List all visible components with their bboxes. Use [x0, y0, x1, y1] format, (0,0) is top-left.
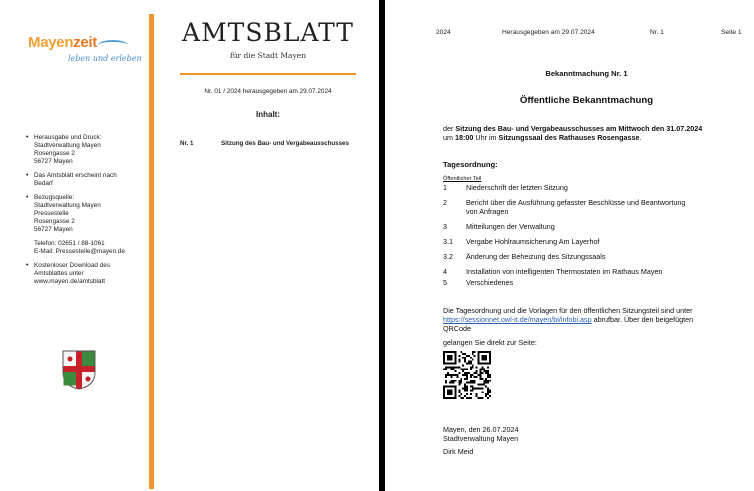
page-header: [385, 29, 754, 39]
publication-title: AMTSBLATT: [182, 18, 354, 47]
download-block: • Kostenloser Download des Amtsblattes unter www.mayen.de/amtsblatt: [26, 262, 138, 286]
logo-tagline: leben und erleben: [68, 54, 142, 63]
documents-note: Die Tagesordnung und die Vorlagen für den öffentlichen Sitzungsteil sind unter https://sessionnet.owl-it.de/mayen/bi/infobi.asp abrufbar. Über den beigefügten QRCode: [443, 306, 694, 333]
agenda-heading: Tagesordnung:: [443, 160, 498, 169]
place-date: Mayen, den 26.07.2024: [443, 425, 519, 434]
publication-subtitle: für die Stadt Mayen: [229, 51, 307, 60]
header-year: 2024: [436, 29, 451, 36]
toc-entry-number: Nr. 1: [180, 140, 194, 147]
header-page: Seite 1: [721, 29, 742, 36]
email-address[interactable]: E-Mail: Pressestelle@mayen.de: [34, 248, 126, 255]
source-block: • Bezugsquelle: Stadtverwaltung Mayen Pressestelle Rosengasse 2 56727 Mayen: [26, 194, 138, 234]
toc-entry-title: Sitzung des Bau- und Vergabeausschusses: [221, 140, 349, 147]
issuing-authority: Stadtverwaltung Mayen: [443, 434, 519, 443]
sessionnet-link[interactable]: https://sessionnet.owl-it.de/mayen/bi/infobi.asp: [443, 315, 592, 324]
publisher-block: • Herausgabe und Druck: Stadtverwaltung Mayen Rosengasse 2 56727 Mayen: [26, 134, 138, 166]
agenda-item: 3.2 Änderung der Beheizung des Sitzungssaals: [443, 252, 606, 261]
qr-hint: gelangen Sie direkt zur Seite:: [443, 338, 537, 347]
contact-block: [26, 240, 138, 256]
phone-number: Telefon: 02651 / 88-1061: [34, 240, 105, 247]
agenda-item: 3 Mitteilungen der Verwaltung: [443, 222, 555, 231]
mayenzeit-logo: [28, 34, 142, 74]
agenda-item: 3.1 Vergabe Hohlraumsicherung Am Layerhof: [443, 237, 600, 246]
logo-swoosh-icon: [98, 40, 128, 50]
notice-page: [385, 0, 754, 491]
issue-line: Nr. 01 / 2024 herausgegeben am 29.07.2024: [204, 88, 332, 95]
signature-block: [443, 425, 743, 443]
qr-code-icon[interactable]: [443, 351, 491, 399]
public-part-label: Öffentlicher Teil: [443, 176, 482, 182]
agenda-item: 2 Bericht über die Ausführung gefasster Beschlüsse und Beantwortung von Anfragen: [443, 198, 686, 216]
download-link[interactable]: www.mayen.de/amtsblatt: [34, 278, 106, 285]
notice-number: Bekanntmachung Nr. 1: [545, 69, 628, 78]
agenda-list: [443, 183, 743, 287]
orange-accent-bar: [149, 14, 154, 489]
masthead-divider: [180, 73, 356, 75]
agenda-item: 4 Installation von intelligenten Thermostaten im Rathaus Mayen: [443, 267, 663, 276]
agenda-item: 1 Niederschrift der letzten Sitzung: [443, 183, 568, 192]
masthead: [180, 18, 356, 60]
meeting-intro: der Sitzung des Bau- und Vergabeausschusses am Mittwoch den 31.07.2024 um 18:00 Uhr im Sitzungssaal des Rathauses Rosengasse.: [443, 124, 703, 142]
signer-name: Dirk Meid: [443, 447, 474, 456]
frequency-block: • Das Amtsblatt erscheint nach Bedarf: [26, 172, 138, 188]
city-crest-icon: [62, 350, 96, 390]
logo-wordmark: Mayenzeit: [28, 34, 97, 51]
header-issued: Herausgegeben am 29.07.2024: [502, 29, 595, 36]
header-number: Nr. 1: [650, 29, 664, 36]
notice-title: Öffentliche Bekanntmachung: [519, 95, 654, 106]
publisher-info: [26, 134, 138, 292]
contents-heading: Inhalt:: [256, 110, 280, 119]
agenda-item: 5 Verschiedenes: [443, 278, 514, 287]
